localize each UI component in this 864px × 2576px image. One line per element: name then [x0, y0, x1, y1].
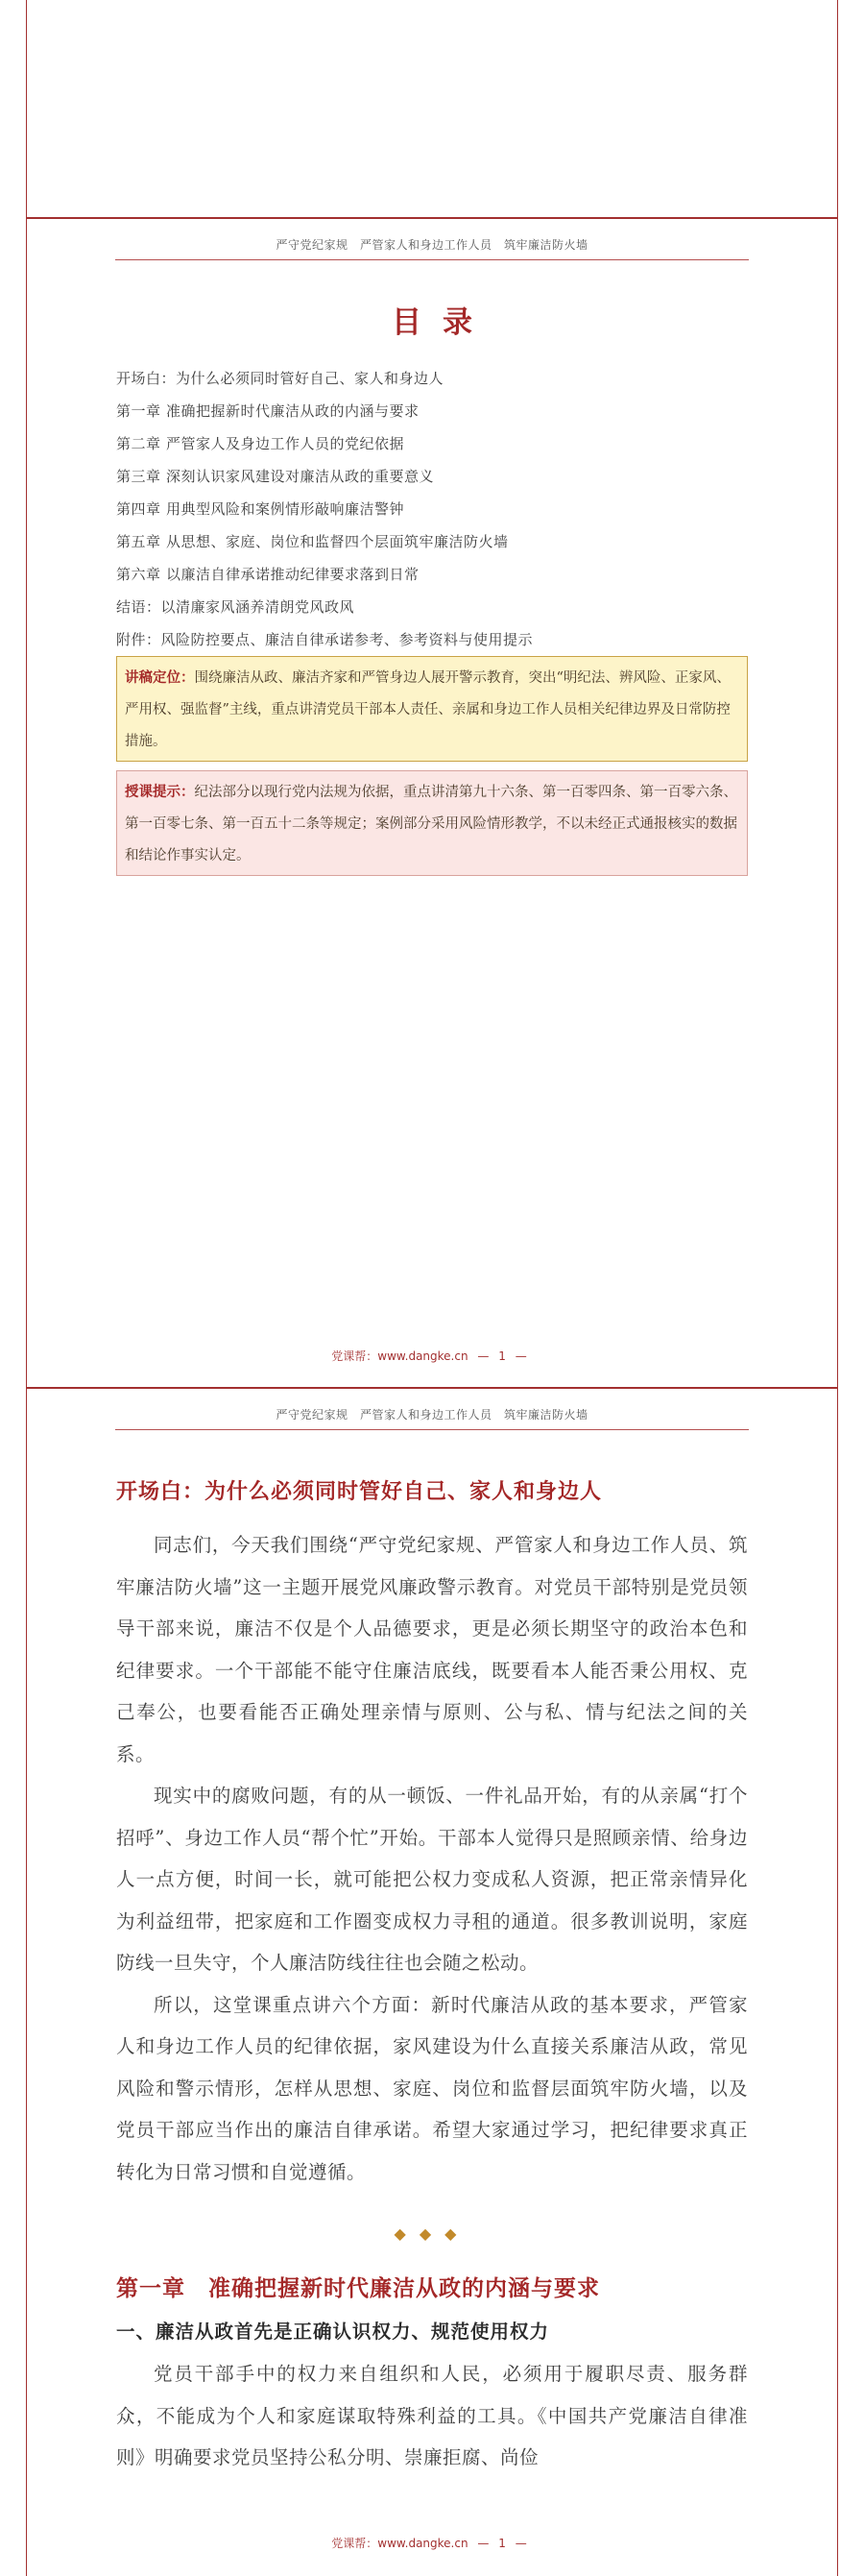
- toc-item[interactable]: [116, 460, 748, 493]
- toc-item-number: 第三章: [116, 468, 161, 485]
- toc-item-label: 深刻认识家风建设对廉洁从政的重要意义: [166, 468, 435, 485]
- intro-paragraph: 现实中的腐败问题，有的从一顿饭、一件礼品开始，有的从亲属“打个招呼”、身边工作人员“帮个忙”开始。干部本人觉得只是照顾亲情、给身边人一点方便，时间一长，就可能把公权力变成私人资源，把正常亲情异化为利益纽带，把家庭和工作圈变成权力寻租的通道。很多教训说明，家庭防线一旦失守，个人廉洁防线往往也会随之松动。: [116, 1785, 748, 1974]
- running-header: 严守党纪家规 严管家人和身边工作人员 筑牢廉洁防火墙: [115, 1406, 749, 1430]
- toc-item-number: 结语：: [116, 598, 161, 616]
- intro-paragraph: 同志们，今天我们围绕“严守党纪家规、严管家人和身边工作人员、筑牢廉洁防火墙”这一主题开展党风廉政警示教育。对党员干部特别是党员领导干部来说，廉洁不仅是个人品德要求，更是必须长期坚守的政治本色和纪律要求。一个干部能不能守住廉洁底线，既要看本人能否秉公用权、克己奉公，也要看能否正确处理亲情与原则、公与私、情与纪法之间的关系。: [116, 1534, 748, 1765]
- toc-item-label: 用典型风险和案例情形敲响廉洁警钟: [166, 500, 405, 518]
- toc-item[interactable]: [116, 623, 748, 656]
- toc-item[interactable]: [116, 427, 748, 460]
- toc-item-label: 风险防控要点、廉洁自律承诺参考、参考资料与使用提示: [160, 631, 534, 648]
- toc-item[interactable]: [116, 493, 748, 525]
- section-divider-ornament: ◆◆◆: [394, 2224, 470, 2243]
- toc-item-number: 第四章: [116, 500, 161, 518]
- toc-title: 目录: [392, 305, 493, 340]
- intro-body: [116, 1524, 748, 2193]
- chapter1-section1-heading: 一、廉洁从政首先是正确认识权力、规范使用权力: [116, 2321, 550, 2343]
- toc-item-label: 从思想、家庭、岗位和监督四个层面筑牢廉洁防火墙: [166, 533, 509, 550]
- intro-heading: 开场白：为什么必须同时管好自己、家人和身边人: [116, 1479, 603, 1504]
- chapter1-body: [116, 2353, 748, 2479]
- footer-site: 党课帮：www.dangke.cn: [331, 1349, 468, 1363]
- footer-site: 党课帮：www.dangke.cn: [331, 2537, 468, 2550]
- footer-dash: —: [477, 1349, 490, 1363]
- footer-dash: —: [477, 2537, 490, 2550]
- toc-item-label: 为什么必须同时管好自己、家人和身边人: [176, 370, 444, 387]
- toc-item-label: 严管家人及身边工作人员的党纪依据: [166, 435, 405, 452]
- positioning-label: 讲稿定位：: [125, 669, 195, 686]
- toc-item-number: 第五章: [116, 533, 161, 550]
- toc-item-number: 附件：: [116, 631, 161, 648]
- teaching-tip-note: [116, 770, 748, 876]
- toc-item[interactable]: [116, 362, 748, 395]
- toc-item-number: 第二章: [116, 435, 161, 452]
- chapter1-paragraph: 党员干部手中的权力来自组织和人民，必须用于履职尽责、服务群众，不能成为个人和家庭谋取特殊利益的工具。《中国共产党廉洁自律准则》明确要求党员坚持公私分明、崇廉拒腐、尚俭: [116, 2363, 748, 2468]
- toc-item-number: 第一章: [116, 402, 161, 420]
- toc-item[interactable]: [116, 591, 748, 623]
- intro-paragraph: 所以，这堂课重点讲六个方面：新时代廉洁从政的基本要求，严管家人和身边工作人员的纪律依据，家风建设为什么直接关系廉洁从政，常见风险和警示情形，怎样从思想、家庭、岗位和监督层面筑牢防火墙，以及党员干部应当作出的廉洁自律承诺。希望大家通过学习，把纪律要求真正转化为日常习惯和自觉遵循。: [116, 1993, 748, 2183]
- toc-list: [116, 362, 748, 656]
- toc-item-label: 以清廉家风涵养清朗党风政风: [160, 598, 355, 616]
- toc-item-label: 准确把握新时代廉洁从政的内涵与要求: [166, 402, 420, 420]
- toc-page: [26, 217, 838, 1387]
- teaching-tip-text: 纪法部分以现行党内法规为依据，重点讲清第九十六条、第一百零四条、第一百零六条、第一百零七条、第一百五十二条等规定；案例部分采用风险情形教学，不以未经正式通报核实的数据和结论作事实认定。: [125, 785, 737, 863]
- footer-dash: —: [515, 2537, 527, 2550]
- intro-section: [116, 1475, 748, 1505]
- toc-item-label: 以廉洁自律承诺推动纪律要求落到日常: [166, 566, 420, 583]
- toc-item-number: 开场白：: [116, 370, 177, 387]
- footer-page-number: 1: [498, 1349, 506, 1363]
- footer-dash: —: [515, 1349, 527, 1363]
- positioning-note: [116, 656, 748, 762]
- page-footer: [27, 1348, 837, 1364]
- previous-page-fragment: [26, 0, 838, 217]
- chapter1-heading: 第一章 准确把握新时代廉洁从政的内涵与要求: [116, 2275, 600, 2301]
- running-header: 严守党纪家规 严管家人和身边工作人员 筑牢廉洁防火墙: [115, 236, 749, 260]
- chapter1-section: [116, 2271, 748, 2302]
- page-footer: [27, 2535, 837, 2551]
- footer-page-number: 1: [498, 2537, 506, 2550]
- toc-item[interactable]: [116, 395, 748, 427]
- toc-item-number: 第六章: [116, 566, 161, 583]
- teaching-tip-label: 授课提示：: [125, 784, 195, 800]
- chapter1-subsection: [116, 2317, 748, 2344]
- toc-item[interactable]: [116, 525, 748, 558]
- content-page: [26, 1387, 838, 2576]
- positioning-text: 围绕廉洁从政、廉洁齐家和严管身边人展开警示教育，突出“明纪法、辨风险、正家风、严用权、强监督”主线，重点讲清党员干部本人责任、亲属和身边工作人员相关纪律边界及日常防控措施。: [125, 670, 731, 749]
- toc-item[interactable]: [116, 558, 748, 591]
